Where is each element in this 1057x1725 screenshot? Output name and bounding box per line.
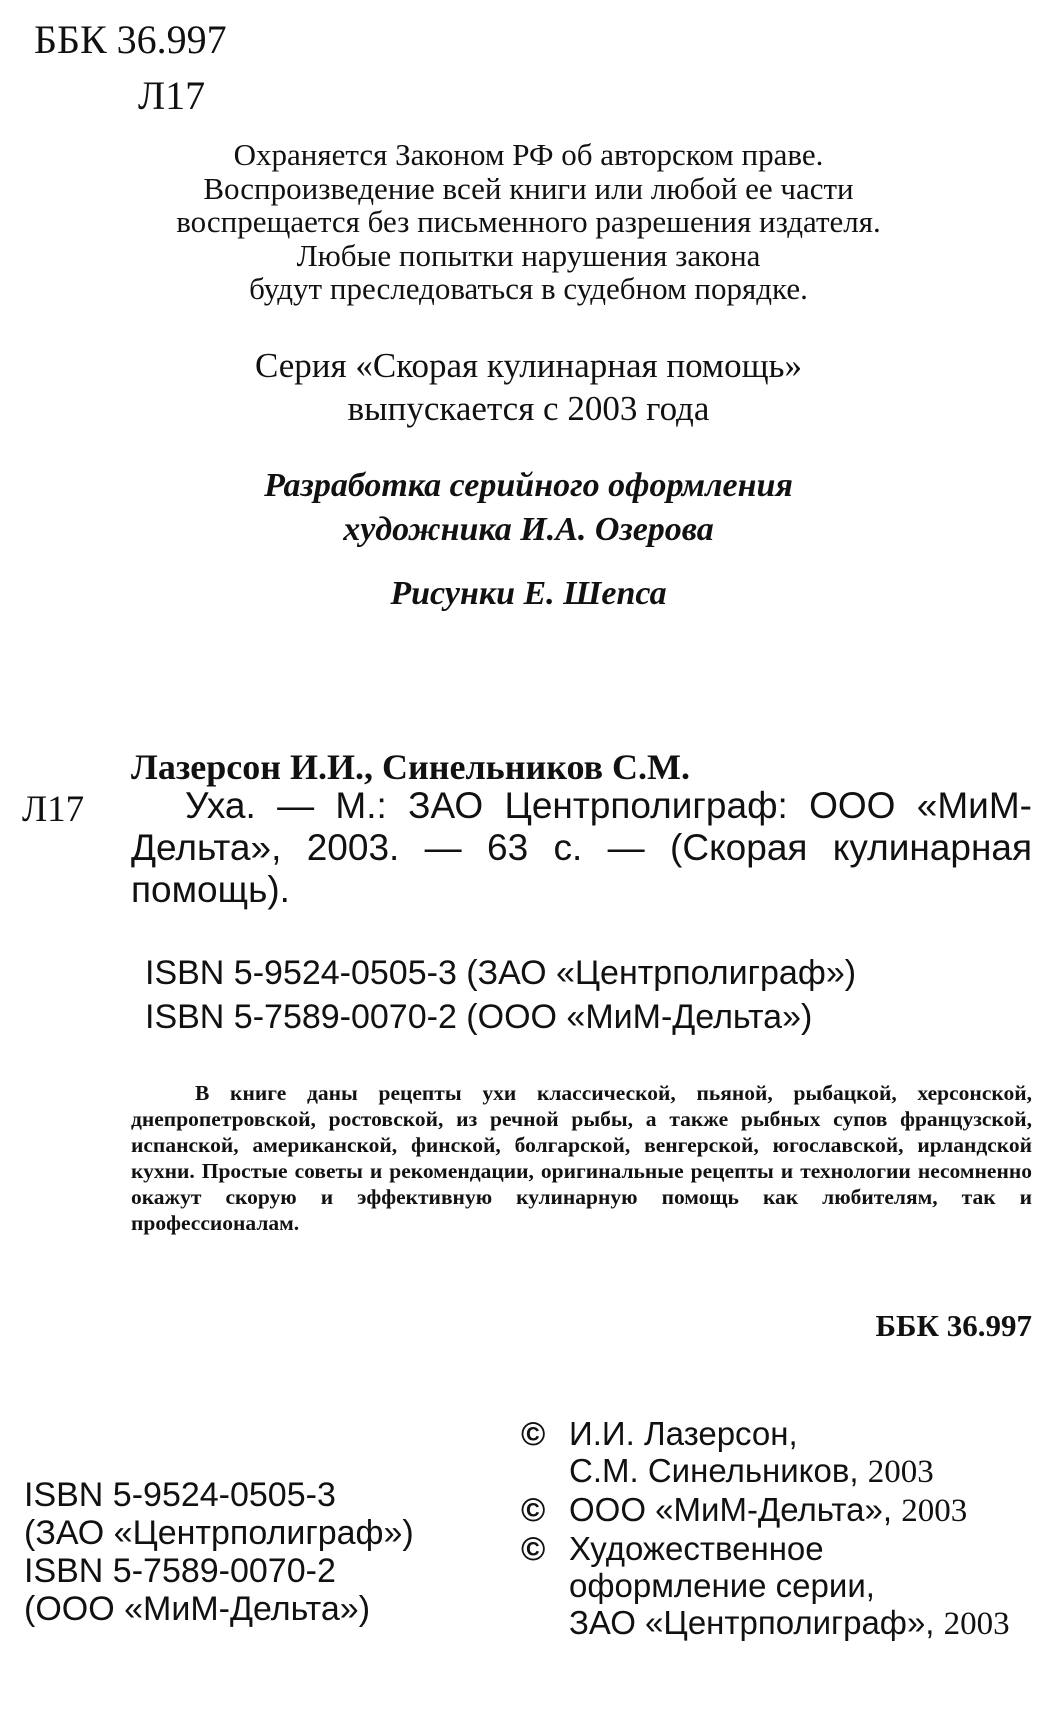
copyright-text — [569, 1491, 1010, 1530]
copyright-name: С.М. Синельников, — [569, 1452, 859, 1489]
copyright-year: 2003 — [943, 1606, 1010, 1642]
copyright-name: ООО «МиМ-Дельта», — [569, 1491, 893, 1528]
series-line-1: Серия «Скорая кулинарная помощь» — [254, 346, 802, 385]
isbn-line: (ЗАО «Центрполиграф») — [24, 1514, 414, 1552]
copyright-name: ЗАО «Центрполиграф», — [569, 1604, 935, 1641]
catalog-description: Уха. — М.: ЗАО Центрполиграф: ООО «МиМ-Дельта», 2003. — 63 с. — (Скорая кулинарная помощь). — [131, 785, 1032, 910]
copyright-icon: © — [521, 1530, 546, 1567]
catalog-shelf-code: Л17 — [22, 789, 85, 830]
copyright-year: 2003 — [901, 1493, 968, 1529]
series-line-2: выпускается с 2003 года — [347, 389, 710, 428]
copyright-icon: © — [521, 1415, 546, 1452]
copyright-text: оформление серии, — [569, 1567, 875, 1604]
design-credit — [0, 464, 1057, 552]
catalog-isbn-2: ISBN 5-7589-0070-2 (ООО «МиМ-Дельта») — [145, 998, 813, 1036]
copyright-publisher — [521, 1491, 1010, 1530]
copyright-notice — [0, 138, 1057, 306]
catalog-isbn-list — [145, 951, 856, 1039]
copyright-year: 2003 — [867, 1454, 934, 1490]
copyright-text: И.И. Лазерсон, — [569, 1415, 798, 1452]
book-annotation: В книге даны рецепты ухи классической, пьяной, рыбацкой, херсонской, днепропетровской, ростовской, из речной рыбы, а также рыбных супов французской, испанской, американской, финской, болгарской, венгерской, югославской, ирландской кухни. Простые советы и рекомендации, оригинальные рецепты и технологии несомненно окажут скорую и эффективную кулинарную помощь как любителям, так и профессионалам. — [131, 1081, 1032, 1235]
copyright-holders — [521, 1415, 1010, 1643]
copyright-icon: © — [521, 1491, 546, 1528]
copyright-authors — [521, 1415, 1010, 1491]
notice-line: Воспроизведение всей книги или любой ее части — [203, 170, 854, 206]
bbk-index-top: ББК 36.997 — [34, 17, 227, 62]
isbn-line: (ООО «МиМ-Дельта») — [24, 1590, 371, 1628]
copyright-text — [569, 1604, 1010, 1643]
series-info — [0, 344, 1057, 430]
design-line-2: художника И.А. Озерова — [343, 511, 714, 548]
illustrations-credit: Рисунки Е. Шепса — [390, 575, 667, 612]
copyright-text — [569, 1452, 1010, 1491]
catalog-authors: Лазерсон И.И., Синельников С.М. — [131, 747, 690, 787]
bbk-index-bottom: ББК 36.997 — [875, 1308, 1032, 1343]
author-code-top: Л17 — [138, 73, 206, 118]
notice-line: будут преследоваться в судебном порядке. — [249, 271, 808, 306]
catalog-isbn-1: ISBN 5-9524-0505-3 (ЗАО «Центрполиграф») — [145, 954, 857, 992]
notice-line: Любые попытки нарушения закона — [296, 237, 761, 273]
isbn-line: ISBN 5-9524-0505-3 — [24, 1476, 336, 1514]
notice-line: воспрещается без письменного разрешения издателя. — [176, 204, 881, 239]
isbn-block — [24, 1476, 414, 1628]
copyright-design — [521, 1530, 1010, 1643]
notice-line: Охраняется Законом РФ об авторском праве. — [233, 137, 824, 172]
design-line-1: Разработка серийного оформления — [264, 467, 793, 504]
copyright-text: Художественное — [569, 1530, 824, 1567]
isbn-line: ISBN 5-7589-0070-2 — [24, 1552, 336, 1590]
